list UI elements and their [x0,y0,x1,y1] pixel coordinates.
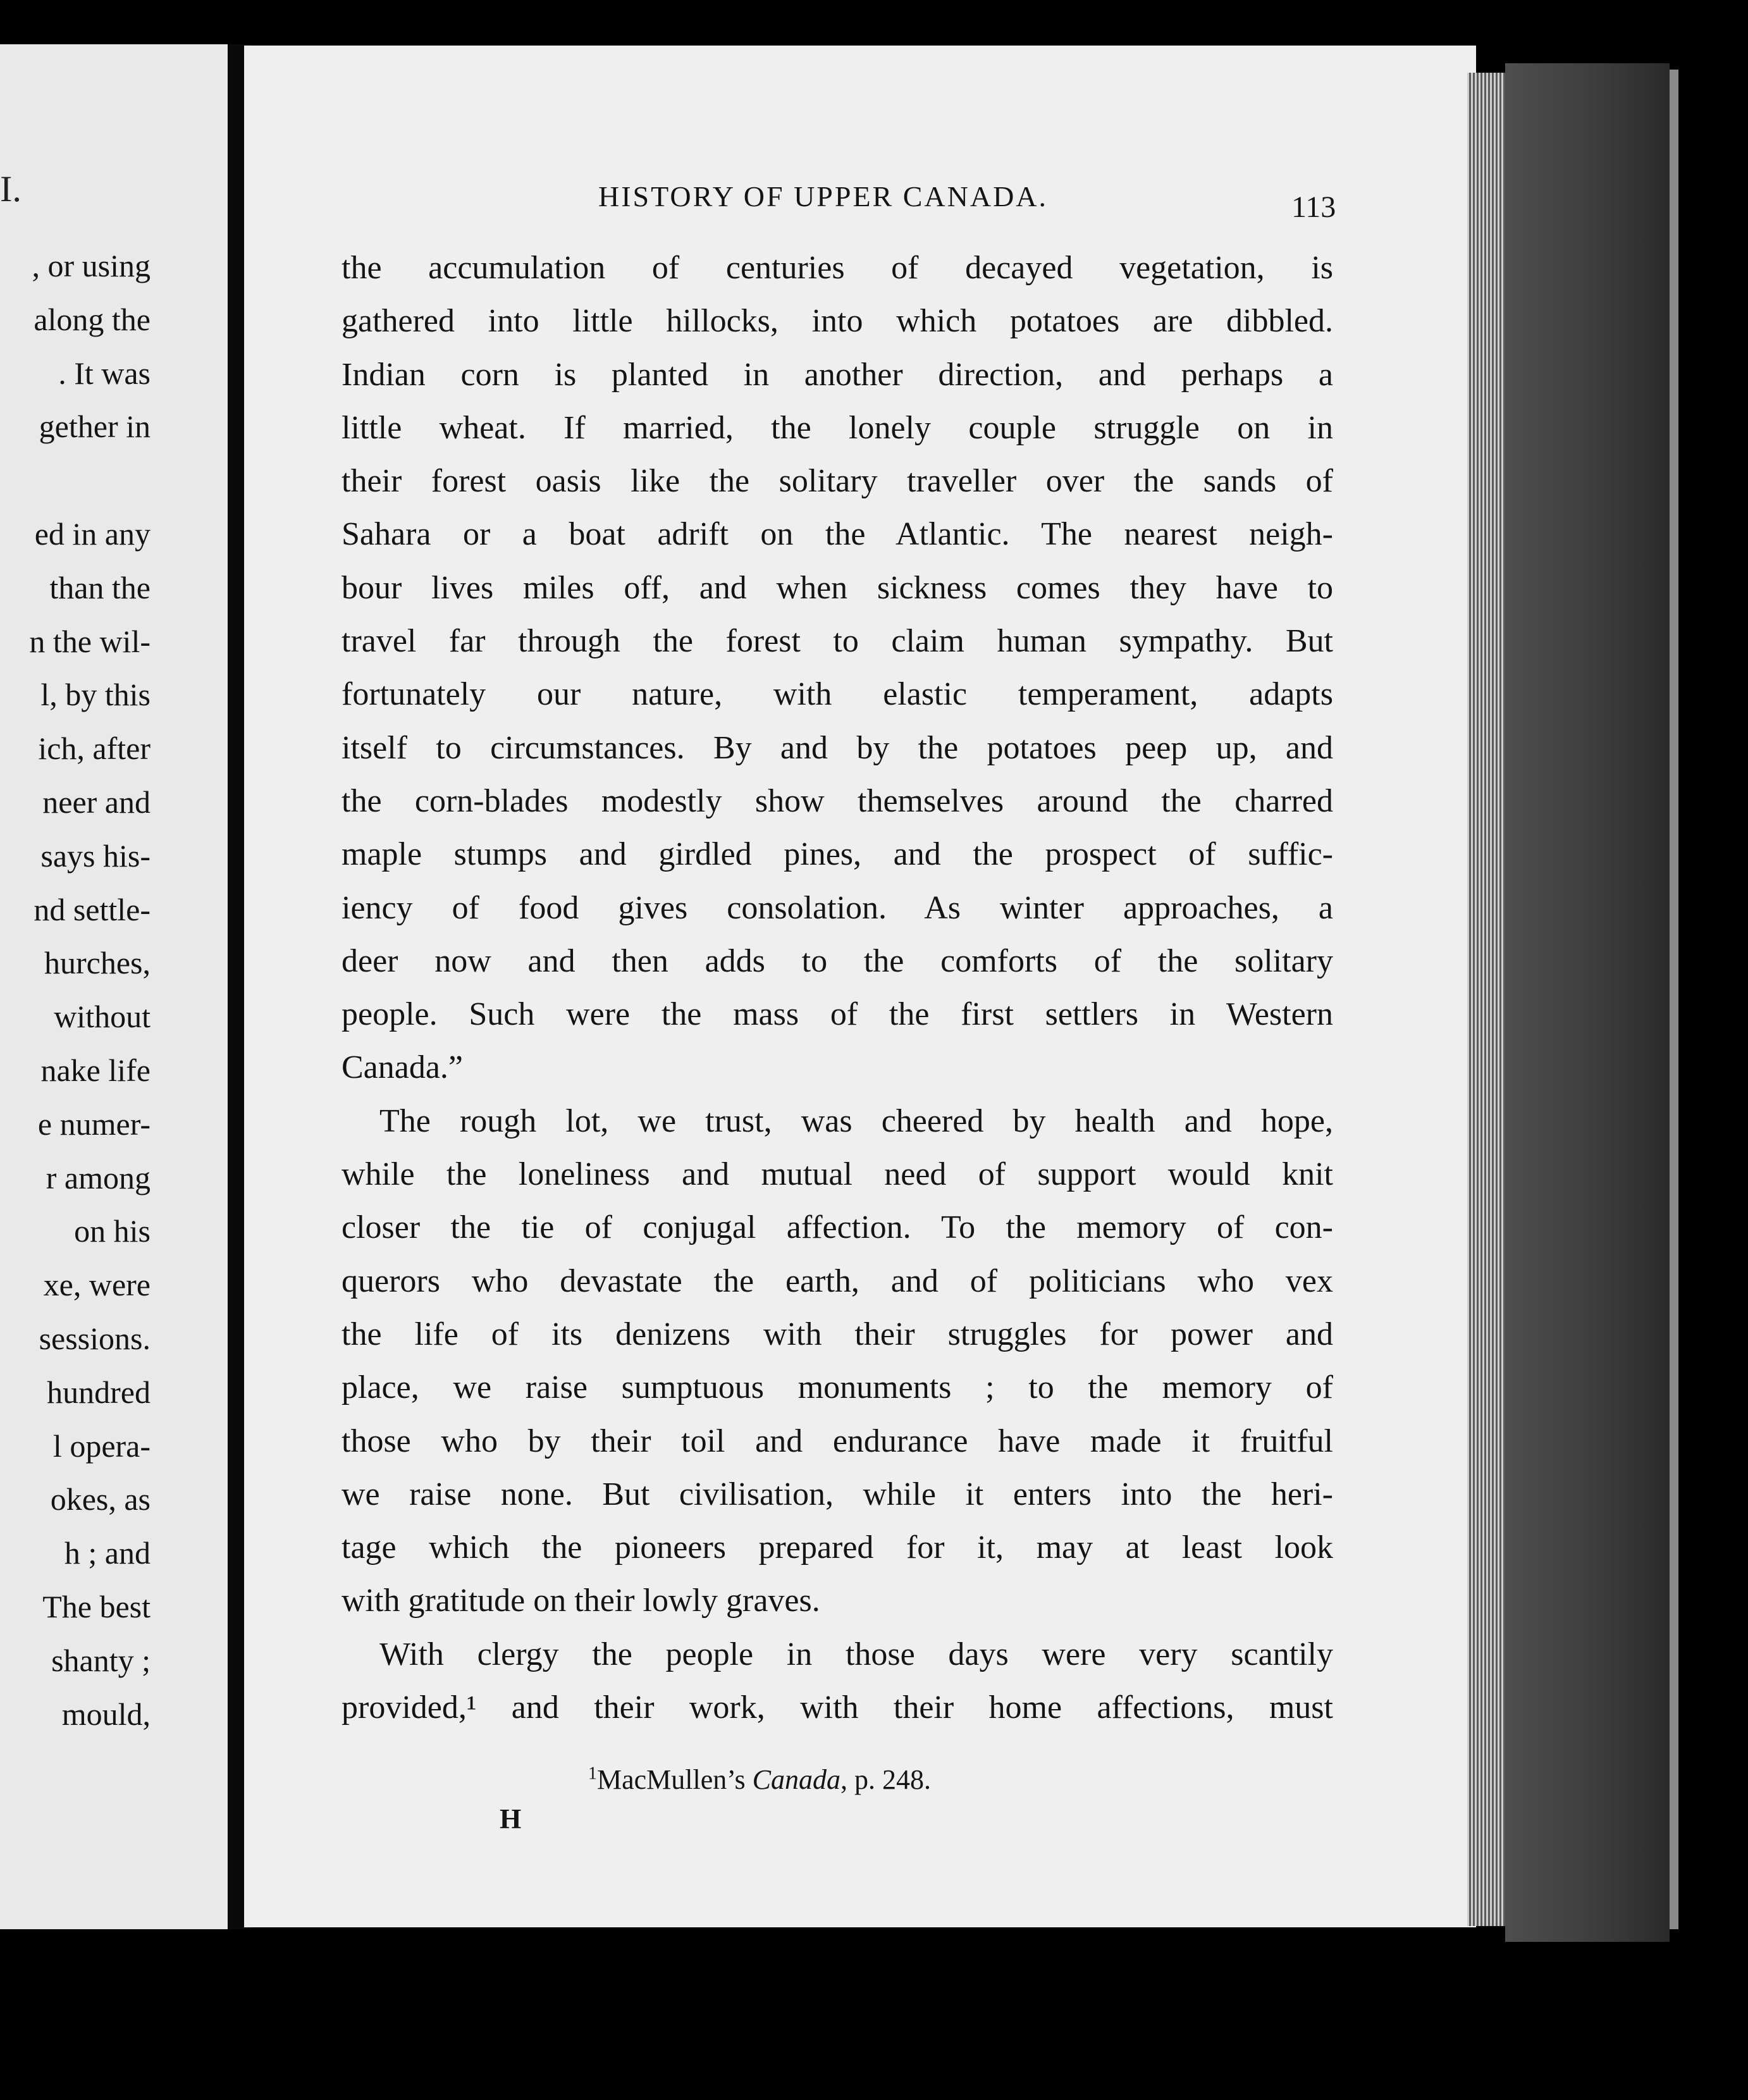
running-head: HISTORY OF UPPER CANADA. [598,180,1049,213]
previous-page-line: than the [49,569,151,605]
text-line: With clergy the people in those days were very scantily [379,1636,1333,1672]
previous-page-line: . It was [58,355,151,391]
text-line: their forest oasis like the solitary traveller over the sands of [342,463,1333,500]
paragraph [342,242,1333,1095]
previous-page-line: says his- [40,837,151,874]
previous-page-line: nd settle- [34,891,151,927]
text-line: the life of its denizens with their struggles for power and [342,1316,1333,1352]
text-line: tage which the pioneers prepared for it, may at least look [342,1529,1333,1566]
previous-page-line: on his [74,1213,151,1249]
text-line: maple stumps and girdled pines, and the prospect of suffic- [342,836,1333,873]
previous-page-line [0,454,151,507]
text-line: travel far through the forest to claim human sympathy. But [342,623,1333,660]
previous-page-line: The best [42,1588,151,1624]
previous-page-line: ed in any [34,516,151,552]
text-line: those who by their toil and endurance have made it fruitful [342,1423,1333,1459]
text-line: Indian corn is planted in another direction, and perhaps a [342,356,1333,393]
text-line: with gratitude on their lowly graves. [342,1583,820,1619]
previous-page-line: mould, [61,1696,151,1732]
previous-page-line: sessions. [39,1320,151,1356]
footnote-text-before: MacMullen’s [597,1764,753,1795]
text-line: bour lives miles off, and when sickness comes they have to [342,569,1333,606]
text-line: iency of food gives consolation. As winter approaches, a [342,889,1333,926]
paragraph [342,1628,1333,1735]
previous-page-line: nake life [40,1052,151,1088]
footnote-italic: Canada [752,1764,840,1795]
previous-page-line: neer and [42,784,151,820]
book-edge-shadow [1505,63,1670,1942]
previous-page-line: xe, were [43,1267,151,1303]
previous-page-line: gether in [39,409,151,445]
text-line: the accumulation of centuries of decayed vegetation, is [342,250,1333,286]
previous-page-line: okes, as [50,1481,151,1517]
previous-page-line: ich, after [38,731,151,767]
previous-page-line: r among [46,1159,151,1195]
text-line: gathered into little hillocks, into which potatoes are dibbled. [342,303,1333,340]
previous-page-line: n the wil- [29,623,151,659]
text-line: Canada.” [342,1049,464,1086]
text-line: while the loneliness and mutual need of support would knit [342,1156,1333,1193]
page-number: 113 [1291,190,1336,224]
body-text [342,242,1333,1734]
footnote-text-after: , p. 248. [840,1764,931,1795]
text-line: we raise none. But civilisation, while it enters into the heri- [342,1476,1333,1512]
text-line: fortunately our nature, with elastic temperament, adapts [342,676,1333,713]
text-line: deer now and then adds to the comforts of the solitary [342,942,1333,979]
previous-page-line: hurches, [44,945,151,981]
text-line: place, we raise sumptuous monuments ; to the memory of [342,1369,1333,1406]
previous-page-line: e numer- [37,1106,151,1142]
text-line: The rough lot, we trust, was cheered by health and hope, [379,1102,1333,1139]
paragraph [342,1095,1333,1628]
previous-page-line: along the [34,301,151,337]
page-stack-edge [1467,73,1505,1926]
signature-mark: H [500,1803,522,1834]
previous-page-line: , or using [32,248,151,283]
previous-page-line: l, by this [40,677,151,713]
text-line: people. Such were the mass of the first settlers in Western [342,996,1333,1033]
previous-page-text [0,239,151,1741]
text-line: Sahara or a boat adrift on the Atlantic. The nearest neigh- [342,516,1333,553]
previous-page-line: hundred [47,1374,151,1410]
text-line: closer the tie of conjugal affection. To the memory of con- [342,1209,1333,1246]
text-line: itself to circumstances. By and by the potatoes peep up, and [342,729,1333,766]
footnote [588,1763,931,1796]
previous-page-line: l opera- [52,1428,151,1464]
footnote-marker: 1 [588,1763,597,1784]
text-line: provided,¹ and their work, with their home affections, must [342,1689,1333,1726]
book-cover-edge [1670,70,1678,1929]
previous-page-line: without [54,999,151,1035]
text-line: querors who devastate the earth, and of politicians who vex [342,1263,1333,1299]
text-line: little wheat. If married, the lonely couple struggle on in [342,409,1333,446]
previous-page-line: h ; and [64,1535,151,1571]
previous-page-heading-fragment: I. [0,168,22,209]
text-line: the corn-blades modestly show themselves around the charred [342,782,1333,819]
previous-page-line: shanty ; [51,1642,151,1678]
